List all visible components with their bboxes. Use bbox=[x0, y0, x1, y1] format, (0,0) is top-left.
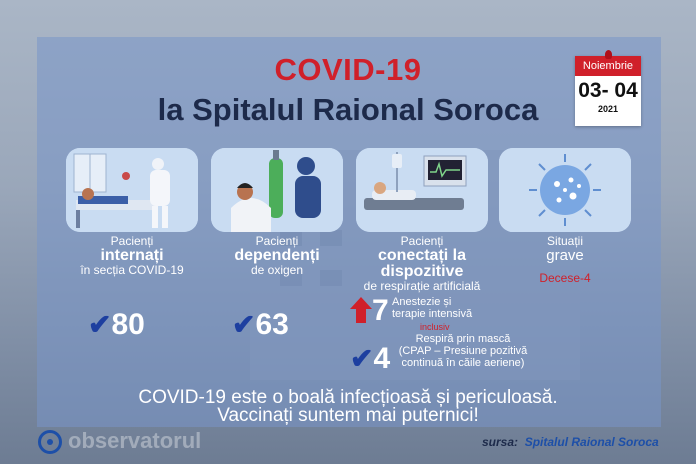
watermark: observatorul bbox=[68, 428, 202, 453]
stat-label-hospitalized bbox=[66, 235, 198, 277]
ventilator-icon bbox=[356, 148, 488, 232]
cpap-desc bbox=[388, 333, 538, 369]
label-line: Situații bbox=[546, 234, 584, 248]
checkmark-icon: ✔ bbox=[88, 309, 112, 340]
arrow-up-icon bbox=[350, 297, 372, 323]
source-name: Spitalul Raional Soroca bbox=[524, 435, 659, 449]
stat-label-ventilation bbox=[356, 235, 488, 293]
page-title: COVID-19 bbox=[274, 52, 422, 87]
intensive-care-desc bbox=[392, 296, 512, 320]
oxygen-tank-icon bbox=[211, 148, 343, 232]
page-subtitle: la Spitalul Raional Soroca bbox=[157, 92, 539, 127]
desc-line: (CPAP – Presiune pozitivă bbox=[398, 345, 528, 357]
desc-line: continuă în căile aeriene) bbox=[401, 357, 525, 369]
hospitalized-value: ✔80 bbox=[88, 308, 145, 341]
intensive-care-value: 7 bbox=[372, 294, 389, 327]
label-line: de oxigen bbox=[250, 263, 304, 277]
label-emphasis: dispozitive bbox=[380, 263, 464, 280]
desc-line: Anestezie și bbox=[392, 296, 452, 308]
label-emphasis: conectați la bbox=[377, 247, 467, 264]
calendar-month: Noiembrie bbox=[575, 56, 641, 76]
label-line: Pacienți bbox=[255, 234, 299, 248]
source-credit bbox=[482, 435, 659, 449]
eye-logo-icon bbox=[38, 430, 62, 454]
inclusive-note: inclusiv bbox=[420, 322, 450, 332]
label-emphasis: internați bbox=[100, 247, 164, 264]
stat-label-oxygen bbox=[211, 235, 343, 277]
hospital-bed-patient-icon bbox=[66, 148, 198, 232]
cpap-value: ✔4 bbox=[350, 342, 391, 375]
label-line: Pacienți bbox=[400, 234, 444, 248]
calendar-year: 2021 bbox=[597, 104, 619, 114]
label-emphasis: dependenți bbox=[234, 247, 320, 264]
desc-line: terapie intensivă bbox=[392, 308, 473, 320]
virus-icon bbox=[499, 148, 631, 232]
label-line: Pacienți bbox=[110, 234, 154, 248]
calendar-days: 03- 04 bbox=[578, 79, 638, 102]
stat-label-severe bbox=[499, 235, 631, 285]
checkmark-icon: ✔ bbox=[350, 343, 374, 374]
label-line: de respirație artificială bbox=[363, 279, 481, 293]
calendar-widget bbox=[575, 56, 641, 126]
footer-line-2: Vaccinați suntem mai puternici! bbox=[217, 405, 479, 426]
oxygen-value: ✔63 bbox=[232, 308, 289, 341]
deaths-count: Decese-4 bbox=[539, 271, 591, 285]
source-label: sursa: bbox=[482, 435, 519, 449]
footer-line-1: COVID-19 este o boală infecțioasă și periculoasă. bbox=[138, 387, 558, 408]
label-line: în secția COVID-19 bbox=[80, 263, 184, 277]
pin-icon bbox=[605, 50, 612, 59]
checkmark-icon: ✔ bbox=[232, 309, 256, 340]
label-emphasis: grave bbox=[546, 247, 584, 264]
desc-line: Respiră prin mască bbox=[415, 333, 511, 345]
